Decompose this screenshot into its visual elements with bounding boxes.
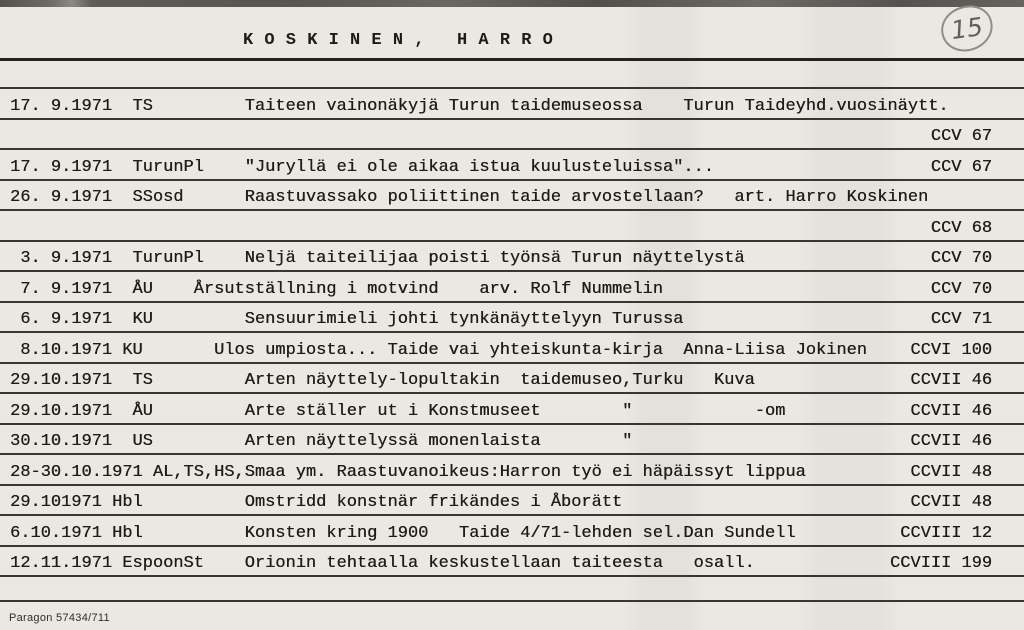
entry-text: 17. 9.1971 TurunPl "Juryllä ei ole aikaa istua kuulusteluissa"... [10,157,714,177]
entry-ref: CCV 67 [930,127,992,147]
table-row [0,150,1024,181]
entry-ref: CCV 70 [930,249,992,269]
page-number: 15 [949,11,985,46]
entry-text: 8.10.1971 KU Ulos umpiosta... Taide vai yhteiskunta-kirja Anna-Liisa Jokinen [10,340,867,360]
entry-text: 12.11.1971 EspoonSt Orionin tehtaalla keskustellaan taiteesta osall. [10,554,755,574]
entry-ref: CCVII 48 [910,462,992,482]
entry-text: 6. 9.1971 KU Sensuurimieli johti tynkänäyttelyyn Turussa [10,310,684,330]
table-row [0,486,1024,517]
entry-text: 17. 9.1971 TS Taiteen vainonäkyjä Turun taidemuseossa Turun Taideyhd.vuosinäytt. [10,96,949,116]
table-row [0,547,1024,578]
entry-text: 26. 9.1971 SSosd Raastuvassako poliittinen taide arvostellaan? art. Harro Koskinen [10,188,929,208]
entry-ref: CCVIII 12 [900,523,992,543]
table-row [0,120,1024,151]
entry-ref: CCV 68 [930,218,992,238]
entry-ref: CCV 71 [930,310,992,330]
table-row [0,425,1024,456]
table-row [0,577,1024,602]
entry-ref: CCVII 46 [910,432,992,452]
entry-ref: CCV 67 [930,157,992,177]
scan-edge [0,0,1024,7]
table-row [0,211,1024,242]
table-row [0,364,1024,395]
entry-text: 28-30.10.1971 AL,TS,HS,Smaa ym. Raastuvanoikeus:Harron työ ei häpäissyt lippua [10,462,806,482]
imprint-text: Paragon 57434/711 [9,612,110,624]
entry-text: 29.10.1971 TS Arten näyttely-lopultakin taidemuseo,Turku Kuva [10,371,755,391]
entry-text: 29.10.1971 ÅU Arte ställer ut i Konstmuseet " -om [10,401,786,421]
card-header [0,7,1024,61]
entry-text: 6.10.1971 Hbl Konsten kring 1900 Taide 4/71-lehden sel.Dan Sundell [10,523,796,543]
entry-ref: CCVI 100 [910,340,992,360]
table-row [0,272,1024,303]
table-row [0,394,1024,425]
card-footer [0,602,1024,627]
entry-ref: CCVIII 199 [889,554,992,574]
entry-text: 3. 9.1971 TurunPl Neljä taiteilijaa poisti työnsä Turun näyttelystä [10,249,745,269]
page-title: K O S K I N E N , H A R R O [243,31,554,50]
entry-text: 29.101971 Hbl Omstridd konstnär frikändes i Åborätt [10,493,623,513]
table-row [0,89,1024,120]
entry-text: 30.10.1971 US Arten näyttelyssä monenlaista " [10,432,633,452]
table-row [0,333,1024,364]
table-row [0,455,1024,486]
entries-table [0,61,1024,602]
table-row [0,242,1024,273]
entry-ref: CCVII 46 [910,401,992,421]
table-row [0,61,1024,89]
entry-ref: CCV 70 [930,279,992,299]
entry-ref: CCVII 46 [910,371,992,391]
entry-text: 7. 9.1971 ÅU Årsutställning i motvind arv. Rolf Nummelin [10,279,663,299]
table-row [0,303,1024,334]
table-row [0,516,1024,547]
table-row [0,181,1024,212]
entry-ref: CCVII 48 [910,493,992,513]
